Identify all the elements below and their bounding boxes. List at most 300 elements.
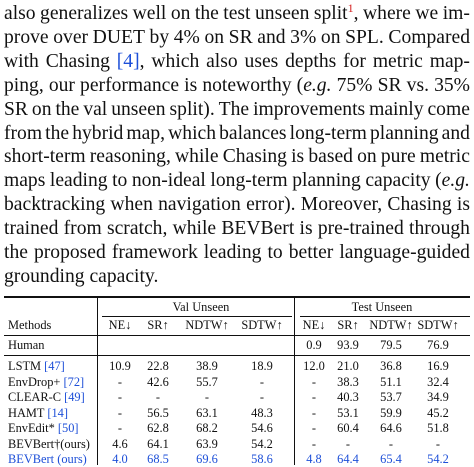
word: [204, 25, 224, 51]
word: [301, 192, 382, 218]
word: [290, 25, 316, 51]
table-cell: 68.5: [147, 452, 169, 466]
table-cell: 79.5: [380, 338, 402, 352]
emphasis-text: e.g.: [303, 74, 332, 96]
word-text: generalizes: [40, 3, 129, 24]
word-text: capacity.: [89, 265, 159, 287]
word: [300, 216, 313, 242]
word: [4, 240, 28, 266]
table-cell: 69.6: [196, 452, 218, 466]
word-text: while: [175, 146, 219, 168]
word-text: hybrid: [72, 122, 124, 144]
column-header: NE↓: [302, 318, 326, 332]
word: [132, 168, 206, 194]
table-cell: 93.9: [337, 338, 359, 352]
table-cell: 58.6: [251, 452, 273, 466]
word: [133, 1, 167, 27]
word: [204, 240, 262, 266]
word: [219, 97, 249, 123]
table-cell: -: [117, 405, 123, 420]
paragraph-line: [4, 121, 470, 147]
word-text: language-guided: [339, 242, 470, 263]
word: [45, 121, 69, 147]
citation-link[interactable]: [14]: [47, 405, 69, 420]
word: [210, 168, 287, 194]
table-cell: -: [435, 436, 441, 451]
word-text: error).: [246, 194, 296, 216]
table-cell: 51.1: [380, 374, 402, 389]
word: [32, 97, 52, 123]
paragraph-line: [4, 49, 470, 75]
word-text: and: [257, 26, 286, 48]
word: [170, 97, 215, 123]
word-text: to: [267, 242, 283, 263]
word-text: proposed: [33, 242, 106, 263]
method-name: [8, 406, 68, 421]
table-cell: 40.3: [337, 390, 359, 404]
word-text: metric: [419, 146, 470, 168]
table-cell: 32.4: [427, 374, 449, 389]
word-text: SR: [377, 74, 402, 96]
group-header-test-unseen: Test Unseen: [351, 300, 413, 314]
word: [184, 73, 197, 99]
word-text: on: [204, 26, 225, 48]
word: [4, 1, 36, 27]
word: [427, 97, 469, 123]
word: [173, 216, 217, 242]
word-text: balances: [219, 122, 287, 144]
table-cell: 38.9: [196, 359, 218, 373]
word-text: short-term: [4, 146, 86, 168]
word-text: well: [132, 3, 167, 24]
method-name: [8, 338, 44, 353]
word-text: is: [456, 194, 470, 216]
word: [314, 1, 359, 27]
word-text: through: [409, 218, 470, 240]
word: [4, 49, 39, 75]
table-cell: 18.9: [251, 359, 273, 373]
word: [443, 1, 470, 27]
word-text: planning: [292, 170, 361, 192]
word: [407, 73, 429, 99]
word-text: ,: [353, 3, 359, 24]
word-text: also: [4, 3, 36, 24]
word-text: unseen: [254, 3, 310, 24]
word: [257, 25, 285, 51]
word: [174, 25, 200, 51]
paragraph-line: [4, 25, 470, 51]
table-cell: 62.8: [147, 421, 169, 435]
word-text: uses: [244, 50, 279, 72]
word: [365, 168, 430, 194]
word-text: the: [194, 3, 219, 24]
table-cell: 68.2: [196, 421, 218, 435]
table-top-rule: [4, 296, 470, 298]
word: [4, 144, 86, 170]
word: [297, 73, 332, 99]
table-cell: -: [155, 390, 161, 404]
word: [202, 73, 291, 99]
word-text: leading: [203, 242, 262, 263]
word-text: im-: [442, 3, 470, 24]
word: [72, 121, 123, 147]
word: [49, 73, 75, 99]
table-cell: 45.2: [427, 405, 449, 420]
word-text: from: [4, 122, 43, 144]
word: [308, 144, 353, 170]
word-text: pre-trained: [317, 218, 404, 240]
word: [388, 25, 470, 51]
word-text: SPL.: [345, 26, 384, 48]
word: [245, 49, 279, 75]
word-text: improvements: [253, 98, 366, 120]
column-header: SR↑: [337, 318, 359, 332]
word-text: the: [4, 242, 28, 263]
word-text: long-term: [289, 122, 367, 144]
paragraph-line: [4, 192, 470, 218]
word: [363, 1, 411, 27]
word-text: grounding: [4, 265, 85, 287]
word: [112, 168, 127, 194]
word-text: which: [168, 122, 217, 144]
word-text: long-term: [210, 170, 288, 192]
method-name: [8, 421, 79, 436]
methods-divider: [97, 296, 98, 465]
table-cell: 63.9: [196, 436, 218, 451]
word-text: val: [83, 98, 108, 120]
table-cell: 53.7: [380, 390, 402, 404]
word: [4, 216, 58, 242]
table-cell: -: [204, 390, 210, 404]
word-text: 4%: [173, 26, 200, 48]
word-text: planning: [369, 122, 439, 144]
word: [50, 168, 108, 194]
table-cell: 54.2: [427, 452, 449, 466]
word: [64, 216, 102, 242]
word-text: pure: [380, 146, 416, 168]
word: [4, 73, 44, 99]
word-text: is: [184, 74, 198, 96]
word: [4, 266, 85, 287]
word-text: vs.: [406, 74, 429, 96]
word: [111, 97, 165, 123]
table-cell: -: [311, 421, 317, 435]
split-divider: [294, 296, 295, 465]
word-text: leading: [49, 170, 108, 192]
table-cell: -: [259, 390, 265, 404]
word-text: ,: [139, 50, 145, 72]
word: [291, 144, 304, 170]
word: [420, 144, 470, 170]
citation-link[interactable]: [49]: [64, 390, 85, 404]
table-cell: 54.2: [251, 436, 273, 451]
word: [434, 73, 470, 99]
table-cell: 4.6: [112, 436, 128, 451]
word: [151, 49, 199, 75]
header-rule: [4, 335, 470, 336]
emphasis-text: e.g.: [441, 170, 470, 192]
word-text: map,: [126, 122, 166, 144]
citation-link[interactable]: [4]: [116, 50, 140, 72]
paragraph-line: [4, 73, 470, 99]
word: [219, 121, 286, 147]
word: [206, 49, 238, 75]
citation-link[interactable]: [72]: [63, 374, 85, 389]
word-text: prove: [4, 26, 49, 48]
word-text: with: [4, 50, 39, 72]
table-cell: 60.4: [337, 421, 359, 435]
word: [435, 168, 470, 194]
word: [373, 49, 423, 75]
word: [253, 97, 365, 123]
word: [289, 240, 334, 266]
word-text: 75%: [336, 74, 373, 96]
table-cell: -: [117, 390, 123, 404]
table-cell: 38.3: [337, 374, 359, 389]
table-cell: -: [388, 436, 394, 451]
word: [457, 192, 470, 218]
method-name: [8, 437, 90, 452]
word: [46, 49, 110, 75]
word-text: The: [218, 98, 250, 120]
word-text: map-: [429, 50, 470, 72]
word-text: also: [206, 50, 238, 72]
method-name: [8, 359, 65, 374]
word-text: noteworthy: [202, 74, 292, 96]
word: [381, 144, 416, 170]
paragraph-line: [4, 97, 470, 123]
results-table: [4, 294, 470, 465]
table-cell: -: [117, 374, 123, 389]
word-text: better: [288, 242, 334, 263]
method-label: Human: [8, 338, 45, 352]
paragraph-line: [4, 144, 470, 170]
table-cell: 76.9: [427, 338, 449, 352]
word: [223, 144, 287, 170]
table-cell: -: [311, 374, 317, 389]
word: [90, 144, 171, 170]
word-text: ping,: [4, 74, 44, 96]
word: [369, 97, 423, 123]
word-text: the: [55, 98, 80, 120]
word: [378, 73, 402, 99]
word: [53, 25, 88, 51]
word-text: on: [170, 3, 191, 24]
word: [290, 121, 367, 147]
word-text: which: [151, 50, 200, 72]
column-header: NDTW↑: [369, 318, 413, 332]
word: [229, 25, 253, 51]
word: [168, 121, 216, 147]
word: [409, 216, 470, 242]
table-cell: 36.8: [380, 359, 402, 373]
word-text: Moreover,: [300, 194, 383, 216]
column-header: SDTW↑: [417, 318, 459, 332]
footnote-marker[interactable]: 1: [347, 1, 354, 15]
word-text: depths: [285, 50, 337, 72]
word-text: by: [149, 26, 170, 48]
table-cell: 65.4: [380, 452, 402, 466]
word-text: over: [53, 26, 89, 48]
word-text: we: [415, 3, 439, 24]
word-text: and: [441, 122, 470, 144]
citation-link[interactable]: [50]: [57, 421, 79, 435]
word-text: Chasing: [222, 146, 287, 168]
word-text: performance: [80, 74, 180, 96]
table-cell: 48.3: [251, 405, 273, 420]
column-header: SDTW↑: [241, 318, 283, 332]
methods-header: Methods: [8, 318, 52, 332]
word-text: from: [63, 218, 102, 240]
word-text: SR: [4, 98, 28, 120]
word: [285, 49, 336, 75]
word: [339, 240, 470, 266]
test-cmidrule: [300, 316, 470, 317]
word: [430, 49, 470, 75]
table-cell: 64.1: [147, 436, 169, 451]
column-header: SR↑: [147, 318, 169, 332]
word: [107, 216, 167, 242]
word-text: 3%: [290, 26, 317, 48]
word: [4, 121, 42, 147]
word-text: on: [31, 98, 52, 120]
table-cell: 53.1: [337, 405, 359, 420]
method-label: EnvDrop+: [8, 374, 64, 389]
method-label: CLEAR-C: [8, 390, 65, 404]
table-cell: 42.6: [147, 374, 169, 389]
table-cell: 55.7: [196, 374, 218, 389]
word-text: our: [48, 74, 75, 96]
word-text: on: [320, 26, 341, 48]
table-cell: 4.8: [306, 452, 322, 466]
table-cell: 64.6: [380, 421, 402, 435]
word-text: framework: [111, 242, 198, 263]
paragraph-line: [4, 216, 470, 242]
word: [4, 192, 105, 218]
word: [4, 97, 28, 123]
word-text: Compared: [388, 26, 470, 48]
word-text: non-ideal: [131, 170, 206, 192]
word: [195, 1, 219, 27]
word-text: where: [363, 3, 411, 24]
table-cell: -: [259, 374, 265, 389]
word-text: metric: [372, 50, 423, 72]
column-header: NE↓: [108, 318, 132, 332]
word-text: mainly: [369, 98, 424, 120]
table-cell: 51.8: [427, 421, 449, 435]
val-cmidrule: [102, 316, 292, 317]
word: [175, 144, 219, 170]
word-text: reasoning,: [89, 146, 171, 168]
word: [255, 1, 309, 27]
word: [4, 168, 45, 194]
word: [117, 49, 145, 75]
table-cell: 22.8: [147, 359, 169, 373]
method-label: BEVBert (ours): [8, 452, 87, 466]
word-text: is: [299, 218, 313, 240]
word-text: test: [223, 3, 251, 24]
word: [150, 25, 170, 51]
word: [40, 1, 128, 27]
word-text: 35%: [434, 74, 470, 96]
word-text: the: [45, 122, 70, 144]
word: [357, 144, 377, 170]
word: [292, 168, 361, 194]
word: [55, 97, 79, 123]
word: [337, 73, 373, 99]
word: [321, 25, 341, 51]
word-text: when: [110, 194, 153, 216]
word-text: unseen: [111, 98, 166, 120]
paragraph-line: [4, 240, 470, 266]
table-cell: 12.0: [303, 359, 325, 373]
word-text: maps: [4, 170, 46, 192]
word-text: trained: [4, 218, 59, 240]
word: [158, 192, 241, 218]
method-name: [8, 375, 84, 390]
word: [442, 121, 470, 147]
word: [171, 1, 191, 27]
table-cell: 10.9: [109, 359, 131, 373]
word: [318, 216, 404, 242]
word: [267, 240, 282, 266]
table-cell: 16.9: [427, 359, 449, 373]
word-text: DUET: [92, 26, 145, 48]
word-text: split).: [169, 98, 215, 120]
human-rule: [4, 355, 470, 356]
word: [345, 25, 384, 51]
word-text: backtracking: [4, 194, 106, 216]
method-label: BEVBert†(ours): [8, 436, 90, 451]
word-text: come: [427, 98, 470, 120]
method-label: HAMT: [8, 405, 48, 420]
method-name: [8, 390, 85, 405]
word: [4, 25, 49, 51]
table-cell: 59.9: [380, 405, 402, 420]
word: [112, 240, 198, 266]
table-cell: -: [311, 436, 317, 451]
paragraph-line: [4, 264, 158, 290]
table-cell: 0.9: [306, 338, 322, 352]
word-text: split: [313, 3, 348, 24]
table-cell: -: [311, 390, 317, 404]
column-header: NDTW↑: [185, 318, 229, 332]
word: [223, 1, 250, 27]
table-cell: -: [311, 405, 317, 420]
word: [387, 192, 451, 218]
table-cell: 56.5: [147, 405, 169, 420]
word-text: BEVBert: [221, 218, 295, 240]
word: [93, 25, 145, 51]
citation-link[interactable]: [47]: [44, 359, 65, 373]
table-cell: 64.4: [337, 452, 359, 466]
word: [415, 1, 438, 27]
method-label: LSTM: [8, 359, 45, 373]
word: [343, 49, 366, 75]
group-header-val-unseen: Val Unseen: [172, 300, 230, 314]
table-cell: 21.0: [337, 359, 359, 373]
word: [89, 266, 158, 287]
table-cell: -: [117, 421, 123, 435]
word-text: SR: [228, 26, 253, 48]
method-label: EnvEdit*: [8, 421, 58, 435]
word-text: (: [296, 74, 304, 96]
word: [83, 97, 107, 123]
word: [370, 121, 439, 147]
word-text: (: [435, 170, 442, 192]
word-text: Chasing: [387, 194, 452, 216]
word: [246, 192, 296, 218]
